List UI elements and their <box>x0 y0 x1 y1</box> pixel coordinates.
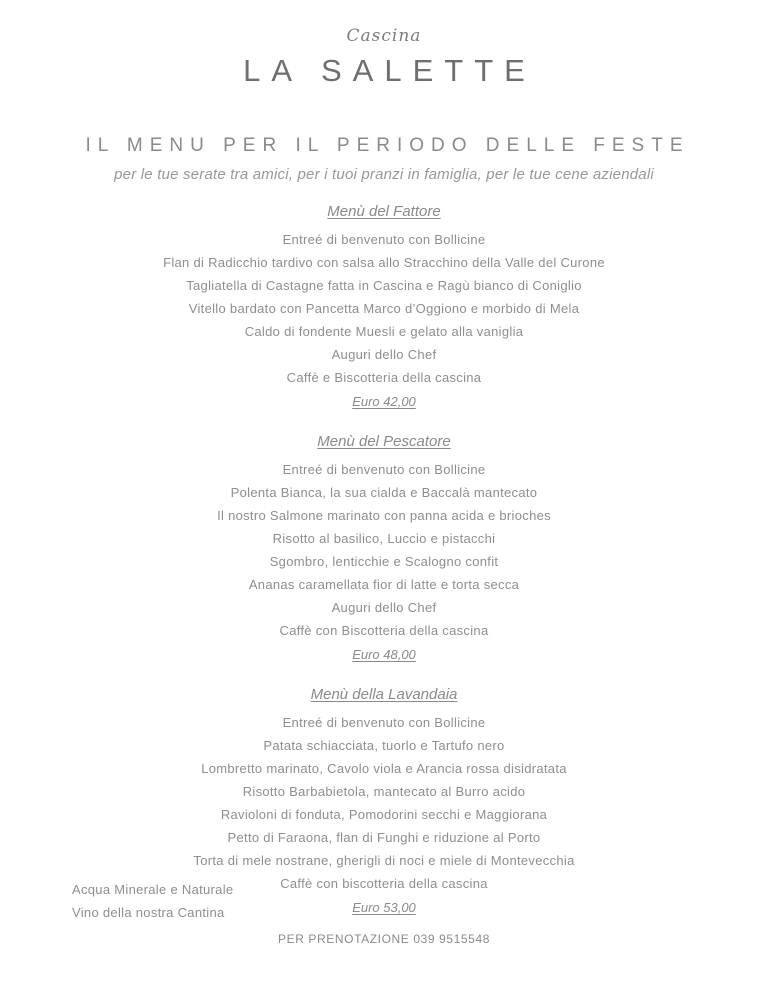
menu-section-title: Menù della Lavandaia <box>310 686 458 703</box>
menu-item: Sgombro, lenticchie e Scalogno confit <box>269 554 499 569</box>
menu-price: Euro 53,00 <box>352 900 416 915</box>
menu-item: Ravioloni di fonduta, Pomodorini secchi e Maggiorana <box>220 807 548 822</box>
menu-item: Entreé di benvenuto con Bollicine <box>282 232 486 247</box>
menu-item: Risotto Barbabietola, mantecato al Burro acido <box>242 784 526 799</box>
footer-note-wine: Vino della nostra Cantina <box>72 905 225 920</box>
menu-section <box>0 433 768 666</box>
brand-name: LA SALETTE <box>243 53 536 88</box>
reservation-line: PER PRENOTAZIONE 039 9515548 <box>278 932 490 946</box>
menu-item: Entreé di benvenuto con Bollicine <box>282 715 486 730</box>
menu-item: Torta di mele nostrane, gherigli di noci e miele di Montevecchia <box>193 853 575 868</box>
menu-item: Entreé di benvenuto con Bollicine <box>282 462 486 477</box>
menu-item: Caldo di fondente Muesli e gelato alla vaniglia <box>244 324 524 339</box>
page-title: IL MENU PER IL PERIODO DELLE FESTE <box>85 135 690 156</box>
menu-price: Euro 42,00 <box>352 394 416 409</box>
page-subtitle: per le tue serate tra amici, per i tuoi pranzi in famiglia, per le tue cene aziendali <box>114 166 654 183</box>
menu-price: Euro 48,00 <box>352 647 416 662</box>
menu-section <box>0 203 768 413</box>
menu-item: Caffè con biscotteria della cascina <box>280 876 488 891</box>
menu-item: Petto di Faraona, flan di Funghi e riduzione al Porto <box>227 830 541 845</box>
footer-note-water: Acqua Minerale e Naturale <box>72 882 234 897</box>
menu-item: Ananas caramellata fior di latte e torta secca <box>248 577 520 592</box>
brand-script-name: Cascina <box>346 26 422 46</box>
menu-item: Auguri dello Chef <box>331 347 437 362</box>
menu-item: Caffè con Biscotteria della cascina <box>279 623 489 638</box>
menu-section-title: Menù del Fattore <box>327 203 441 220</box>
menu-item: Patata schiacciata, tuorlo e Tartufo nero <box>263 738 505 753</box>
menu-item: Tagliatella di Castagne fatta in Cascina e Ragù bianco di Coniglio <box>186 278 582 293</box>
menu-item: Risotto al basilico, Luccio e pistacchi <box>272 531 496 546</box>
menu-item: Polenta Bianca, la sua cialda e Baccalà mantecato <box>230 485 538 500</box>
menu-item: Flan di Radicchio tardivo con salsa allo Stracchino della Valle del Curone <box>163 255 605 270</box>
menu-sections <box>0 203 768 919</box>
menu-section-title: Menù del Pescatore <box>317 433 451 450</box>
menu-item: Auguri dello Chef <box>331 600 437 615</box>
menu-item: Il nostro Salmone marinato con panna acida e brioches <box>217 508 551 523</box>
menu-item: Caffè e Biscotteria della cascina <box>286 370 482 385</box>
menu-item: Vitello bardato con Pancetta Marco d’Oggiono e morbido di Mela <box>188 301 580 316</box>
menu-item: Lombretto marinato, Cavolo viola e Arancia rossa disidratata <box>201 761 567 776</box>
footer-notes <box>72 878 233 924</box>
